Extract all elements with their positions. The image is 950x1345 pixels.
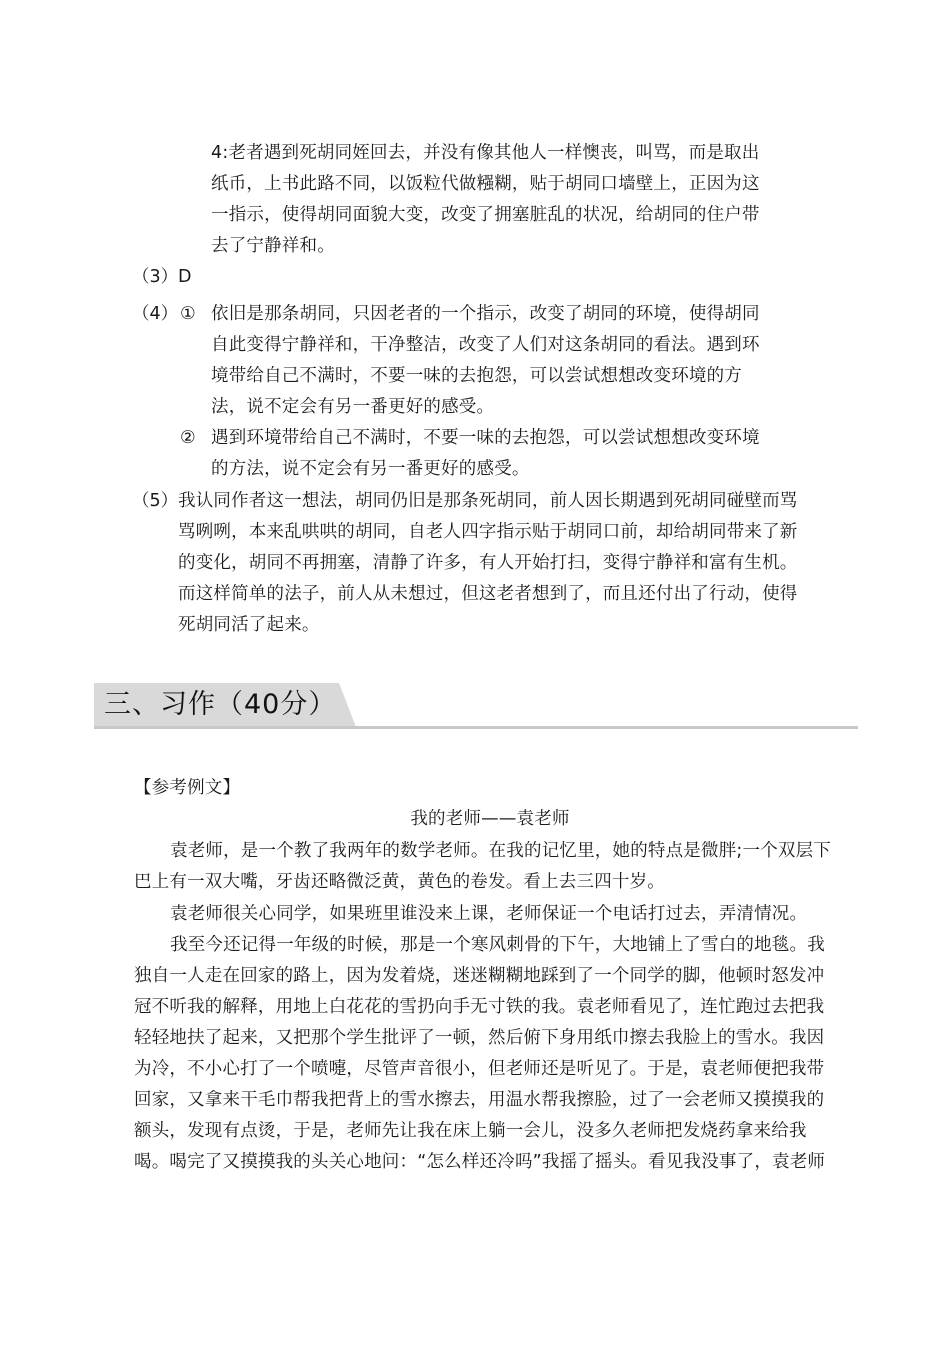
q4-item1-line-2: 自此变得宁静祥和，干净整洁，改变了人们对这条胡同的看法。遇到环	[211, 335, 760, 355]
essay-line-2: 巴上有一双大嘴，牙齿还略微泛黄，黄色的卷发。看上去三四十岁。	[134, 872, 665, 892]
essay-line-8: 为冷，不小心打了一个喷嚏，尽管声音很小，但老师还是听见了。于是，袁老师便把我带	[134, 1059, 825, 1079]
essay-line-11: 喝。喝完了又摸摸我的头关心地问：“怎么样还冷吗”我摇了摇头。看见我没事了，袁老师	[134, 1152, 826, 1172]
q5-line-1: 我认同作者这一想法，胡同仍旧是那条死胡同，前人因长期遇到死胡同碰壁而骂	[178, 491, 798, 511]
q5-line-4: 而这样简单的法子，前人从未想过，但这老者想到了，而且还付出了行动，使得	[178, 584, 798, 604]
section-heading-rule	[94, 726, 858, 729]
answer4-line-3: 一指示，使得胡同面貌大变，改变了拥塞脏乱的状况，给胡同的住户带	[211, 205, 760, 225]
answer4-line-4: 去了宁静祥和。	[211, 236, 335, 256]
q4-item2-marker: ②	[180, 428, 196, 448]
q4-item2-line-1: 遇到环境带给自己不满时，不要一味的去抱怨，可以尝试想想改变环境	[211, 428, 760, 448]
q4-item1-line-3: 境带给自己不满时，不要一味的去抱怨，可以尝试想想改变环境的方	[211, 366, 742, 386]
essay-line-5: 独自一人走在回家的路上，因为发着烧，迷迷糊糊地踩到了一个同学的脚，他顿时怒发冲	[134, 966, 825, 986]
q4-item1-marker: ①	[180, 304, 196, 324]
q4-item1-line-1: 依旧是那条胡同，只因老者的一个指示，改变了胡同的环境，使得胡同	[211, 304, 760, 324]
essay-line-6: 冠不听我的解释，用地上白花花的雪扔向手无寸铁的我。袁老师看见了，连忙跑过去把我	[134, 997, 825, 1017]
essay-line-4: 我至今还记得一年级的时候，那是一个寒风刺骨的下午，大地铺上了雪白的地毯。我	[170, 935, 825, 955]
answer4-line-2: 纸币，上书此路不同，以饭粒代做糨糊，贴于胡同口墙壁上，正因为这	[211, 174, 760, 194]
essay-line-3: 袁老师很关心同学，如果班里谁没来上课，老师保证一个电话打过去，弄清情况。	[170, 904, 808, 924]
essay-title: 我的老师——袁老师	[410, 809, 570, 829]
q4-item2-line-2: 的方法，说不定会有另一番更好的感受。	[211, 459, 530, 479]
q3-answer: D	[178, 267, 192, 287]
q5-label: （5）	[132, 491, 179, 511]
q4-label: （4）	[132, 304, 179, 324]
q5-line-2: 骂咧咧，本来乱哄哄的胡同，自老人四字指示贴于胡同口前，却给胡同带来了新	[178, 522, 798, 542]
answer4-line-1: 4:老者遇到死胡同姪回去，并没有像其他人一样懊丧，叫骂，而是取出	[211, 143, 760, 163]
q4-item1-line-4: 法，说不定会有另一番更好的感受。	[211, 397, 495, 417]
essay-label: 【参考例文】	[134, 778, 241, 798]
section-heading: 三、习作（40分）	[104, 689, 337, 720]
essay-line-1: 袁老师，是一个教了我两年的数学老师。在我的记忆里，她的特点是微胖;一个双层下	[170, 841, 831, 861]
essay-line-9: 回家，又拿来干毛巾帮我把背上的雪水擦去，用温水帮我擦脸，过了一会老师又摸摸我的	[134, 1090, 825, 1110]
essay-line-7: 轻轻地扶了起来，又把那个学生批评了一顿，然后俯下身用纸巾擦去我脸上的雪水。我因	[134, 1028, 825, 1048]
q5-line-5: 死胡同活了起来。	[178, 615, 320, 635]
q5-line-3: 的变化，胡同不再拥塞，清静了许多，有人开始打扫，变得宁静祥和富有生机。	[178, 553, 798, 573]
q3-label: （3）	[132, 267, 179, 287]
essay-line-10: 额头，发现有点烫，于是，老师先让我在床上躺一会儿，没多久老师把发烧药拿来给我	[134, 1121, 807, 1141]
